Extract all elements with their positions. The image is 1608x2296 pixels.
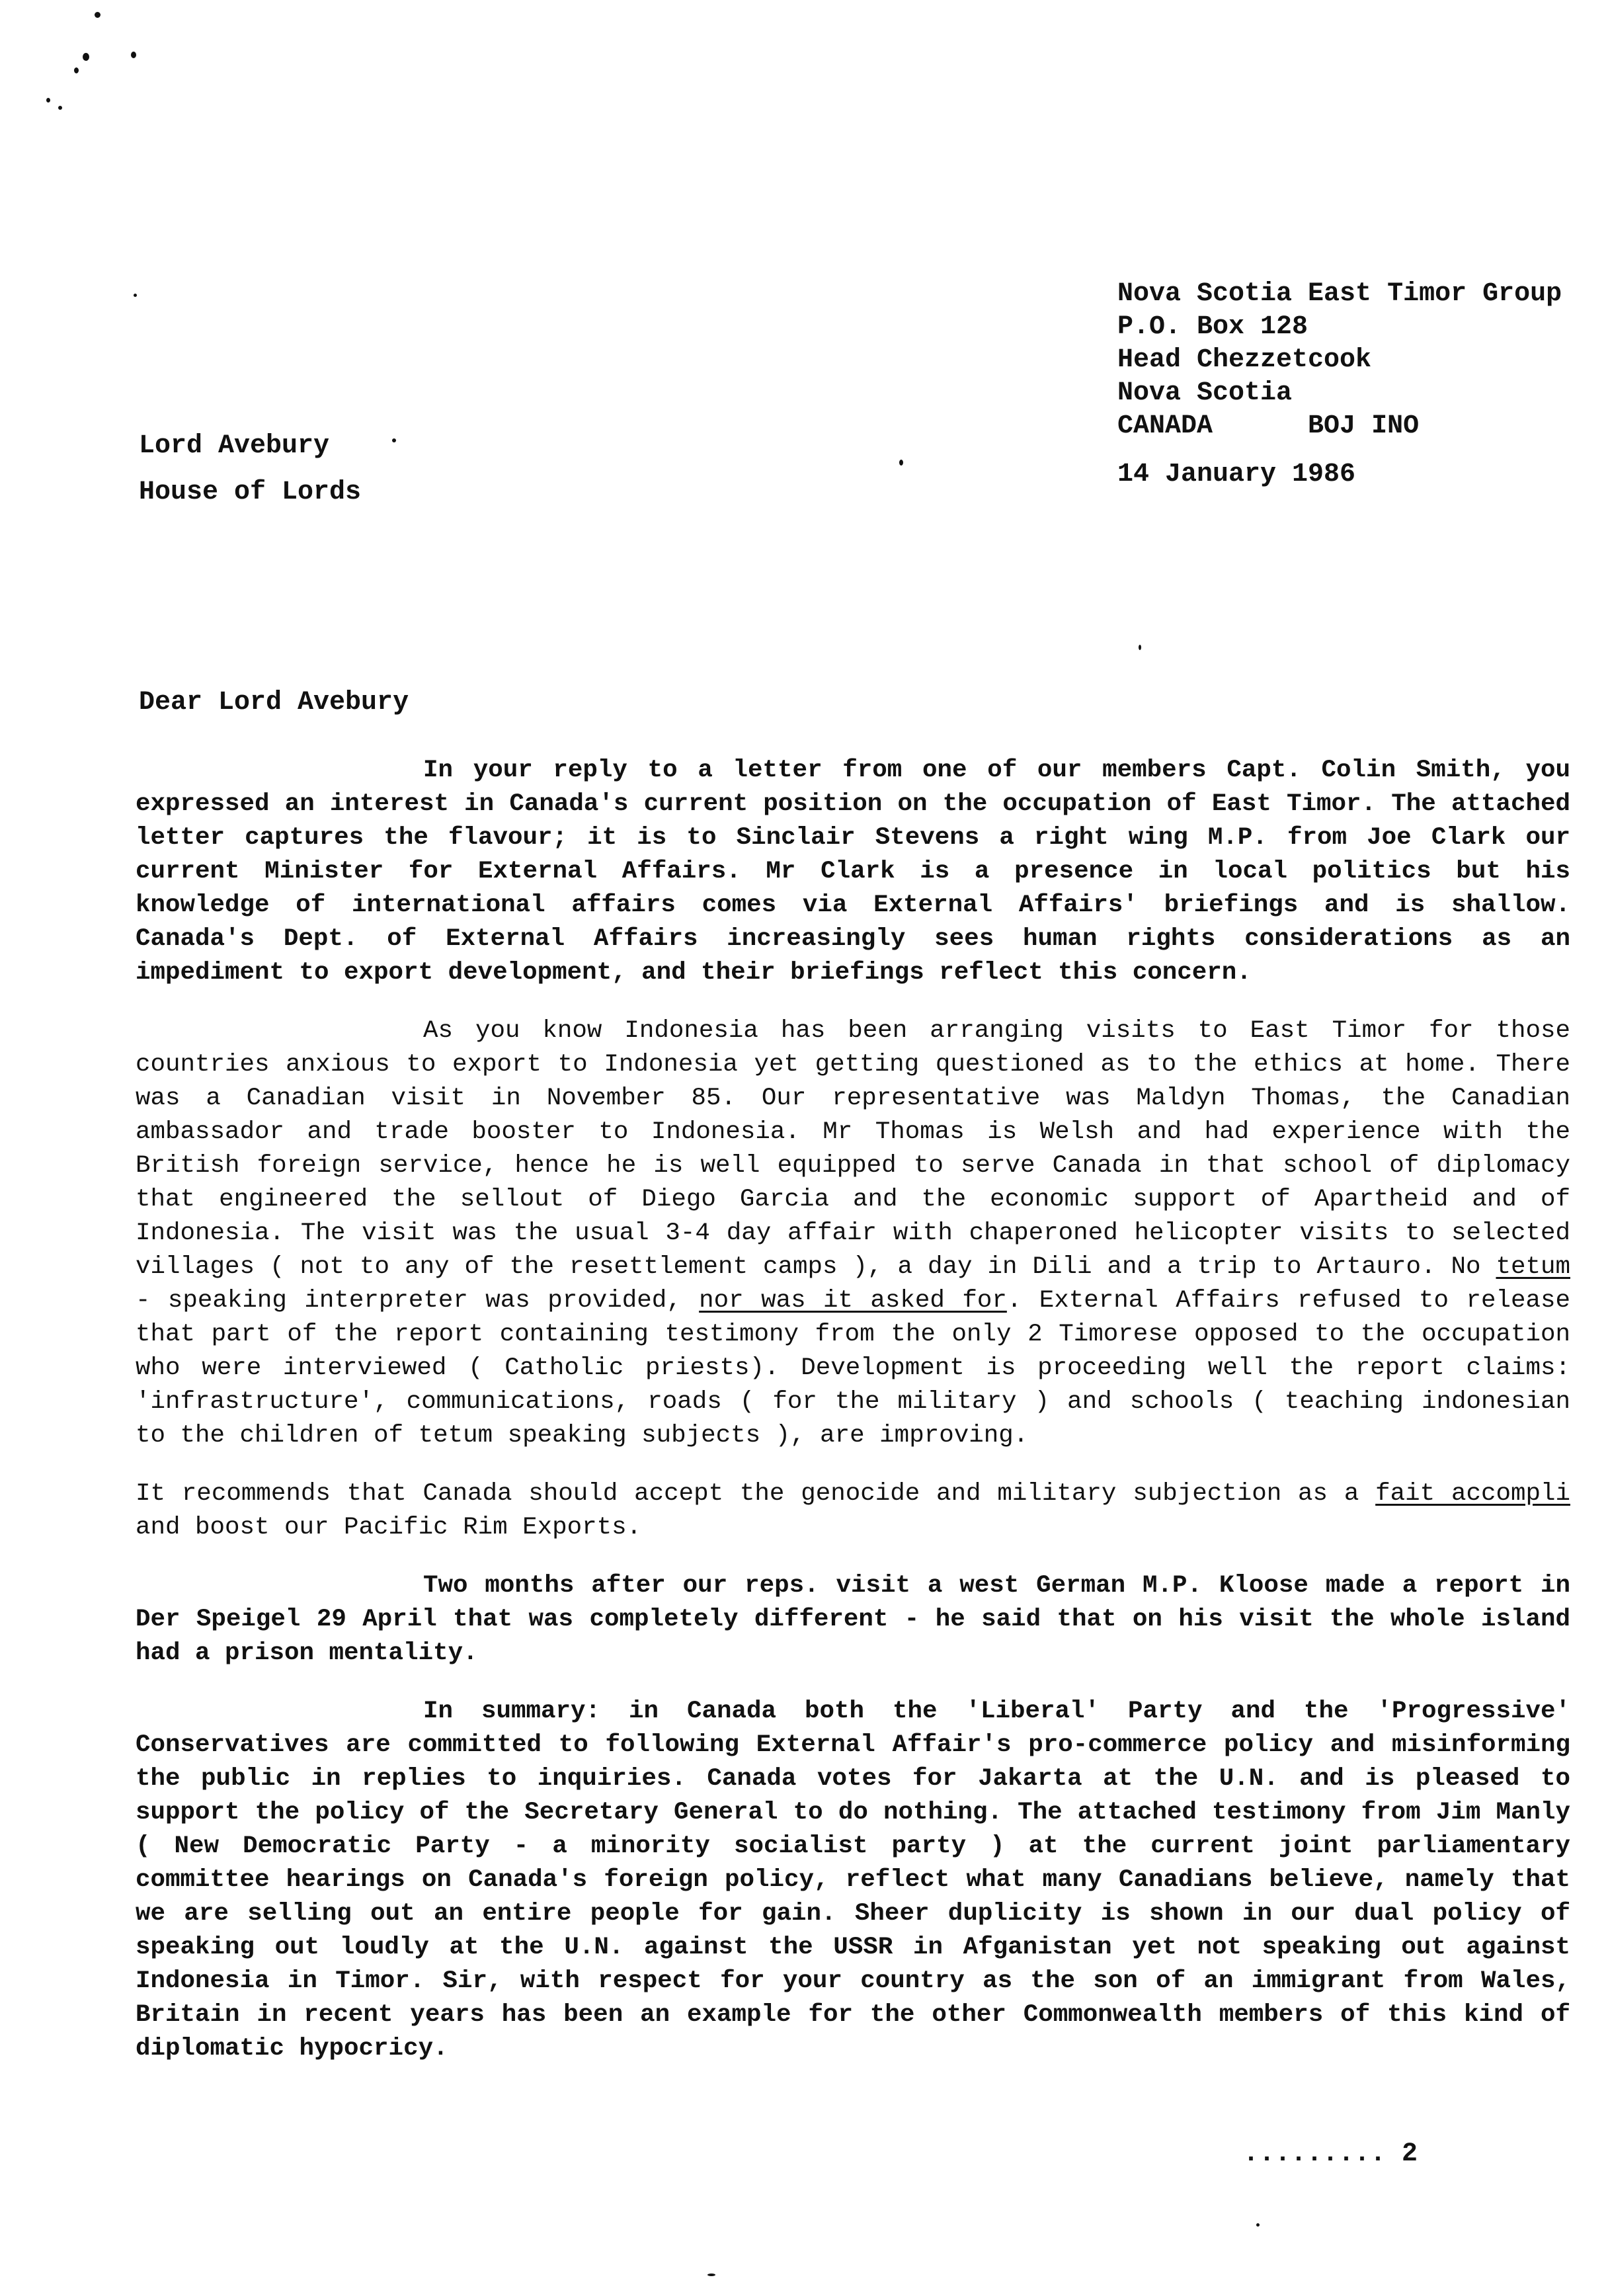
underlined-phrase-fait-accompli: fait accompli bbox=[1375, 1480, 1570, 1508]
page-continuation-marker: ......... 2 bbox=[1243, 2139, 1418, 2169]
paragraph-text: and boost our Pacific Rim Exports. bbox=[136, 1514, 642, 1541]
scan-speck bbox=[899, 460, 903, 466]
scan-speck bbox=[1139, 645, 1141, 650]
scan-speck bbox=[83, 53, 89, 61]
paragraph-text: In your reply to a letter from one of our members Capt. Colin Smith, you expressed an interest in Canada's current position on the occupation of East Timor. The attached letter captures the flavour; it is to Sinclair Stevens a right wing M.P. from Joe Clark our current Minister for External Affairs. Mr Clark is a presence in local politics but his knowledge of international affairs comes via External Affairs' briefings and is shallow. Canada's Dept. of External Affairs increasingly sees human rights considerations as an impediment to export development, and their briefings reflect this concern. bbox=[136, 757, 1570, 987]
underlined-word-tetum: tetum bbox=[1496, 1253, 1570, 1281]
paragraph-4 bbox=[136, 1569, 1570, 1670]
paragraph-3 bbox=[136, 1477, 1570, 1545]
sender-line: Nova Scotia East Timor Group bbox=[1117, 279, 1562, 309]
sender-line: Head Chezzetcook bbox=[1117, 345, 1372, 375]
scan-speck bbox=[1256, 2223, 1260, 2227]
sender-line: P.O. Box 128 bbox=[1117, 312, 1308, 342]
paragraph-1 bbox=[136, 754, 1570, 990]
paragraph-text: Two months after our reps. visit a west German M.P. Kloose made a report in Der Speigel 29 April that was completely different - he said that on his visit the whole island had a prison mentality. bbox=[136, 1572, 1570, 1667]
scan-speck bbox=[58, 106, 62, 110]
paragraph-text: - speaking interpreter was provided, bbox=[136, 1287, 700, 1315]
recipient-block bbox=[139, 423, 361, 516]
scan-speck bbox=[95, 12, 100, 18]
underlined-phrase: nor was it asked for bbox=[699, 1287, 1007, 1315]
sender-line: Nova Scotia bbox=[1117, 378, 1293, 408]
letter-body bbox=[136, 754, 1570, 2090]
paragraph-2 bbox=[136, 1014, 1570, 1453]
scan-speck bbox=[392, 438, 396, 442]
scan-speck bbox=[74, 67, 79, 73]
sender-line: CANADA BOJ INO bbox=[1117, 411, 1420, 441]
paragraph-text: . External Affairs refused to release that part of the report containing testimony from the only 2 Timorese opposed to the occupation who were interviewed ( Catholic priests). Development is proceeding well the report claims: 'infrastructure', communications, roads ( for the military ) and schools ( teaching indonesian to the children of tetum speaking subjects ), are improving. bbox=[136, 1287, 1570, 1450]
scan-speck bbox=[134, 294, 137, 297]
sender-address bbox=[1117, 278, 1562, 443]
recipient-name: Lord Avebury bbox=[139, 431, 330, 461]
scan-speck bbox=[131, 52, 136, 58]
paragraph-5 bbox=[136, 1695, 1570, 2066]
salutation: Dear Lord Avebury bbox=[139, 688, 409, 718]
recipient-address: House of Lords bbox=[139, 477, 362, 507]
paragraph-text: As you know Indonesia has been arranging visits to East Timor for those countries anxious to export to Indonesia yet getting questioned as to the ethics at home. There was a Canadian visit in November 85. Our representative was Maldyn Thomas, the Canadian ambassador and trade booster to Indonesia. Mr Thomas is Welsh and had experience with the British foreign service, hence he is well equipped to serve Canada in that school of diplomacy that engineered the sellout of Diego Garcia and the economic support of Apartheid and of Indonesia. The visit was the usual 3-4 day affair with chaperoned helicopter visits to selected villages ( not to any of the resettlement camps ), a day in Dili and a trip to Artauro. No bbox=[136, 1017, 1570, 1281]
scan-speck bbox=[707, 2274, 715, 2276]
letter-date: 14 January 1986 bbox=[1117, 460, 1356, 489]
scan-speck bbox=[46, 98, 50, 102]
paragraph-text: It recommends that Canada should accept the genocide and military subjection as a bbox=[136, 1480, 1376, 1508]
paragraph-text: In summary: in Canada both the 'Liberal' Party and the 'Progressive' Conservatives are committed to following External Affair's pro-commerce policy and misinforming the public in replies to inquiries. Canada votes for Jakarta at the U.N. and is pleased to support the policy of the Secretary General to do nothing. The attached testimony from Jim Manly ( New Democratic Party - a minority socialist party ) at the current joint parliamentary committee hearings on Canada's foreign policy, reflect what many Canadians believe, namely that we are selling out an entire people for gain. Sheer duplicity is shown in our dual policy of speaking out loudly at the U.N. against the USSR in Afganistan yet not speaking out against Indonesia in Timor. Sir, with respect for your country as the son of an immigrant from Wales, Britain in recent years has been an example for the other Commonwealth members of this kind of diplomatic hypocricy. bbox=[136, 1698, 1570, 2063]
